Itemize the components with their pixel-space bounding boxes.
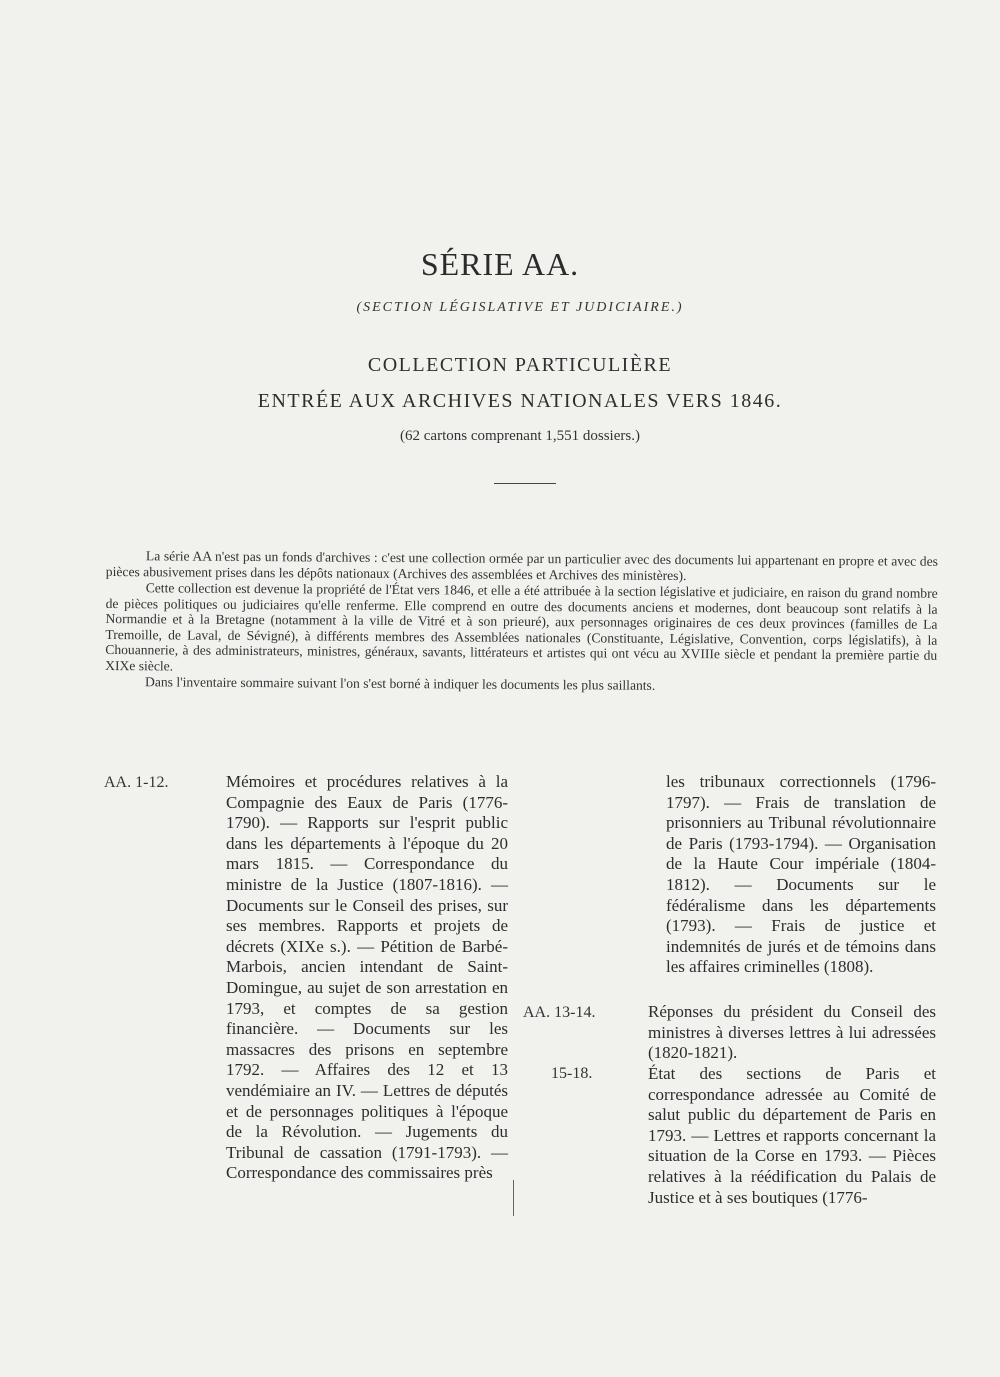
collection-heading-line2: ENTRÉE AUX ARCHIVES NATIONALES VERS 1846. <box>257 390 783 412</box>
entry-continuation-text <box>666 772 936 978</box>
column-divider <box>513 1180 514 1216</box>
intro-paragraph: Cette collection est devenue la propriété de l'État vers 1846, et elle a été attribuée à la section législative et judiciaire, en raison du grand nombre de pièces politiques ou judiciaires qu'elle renferme. Elle comprend en outre des documents anciens et modernes, dont beaucoup sont relatifs à la Normandie et à la Bretagne (notamment à la ville de Vitré et à son prieuré), aux personnages originaires de ces deux provinces (familles de La Tremoille, de Laval, de Sévigné), à différents membres des Assemblées nationales (Constituante, Législative, Convention, corps législatifs), à la Chouannerie, à des administrateurs, ministres, généraux, savants, littérateurs et artistes qui ont vécu au XVIIIe siècle et pendant la première partie du XIXe siècle. <box>105 580 938 673</box>
collection-heading-line1: COLLECTION PARTICULIÈRE <box>367 354 673 376</box>
carton-count: (62 cartons comprenant 1,551 dossiers.) <box>400 428 640 444</box>
entry-code: AA. 1-12. <box>104 774 169 791</box>
entry-text <box>648 1064 936 1208</box>
entry-text <box>226 772 508 1184</box>
section-subtitle: (SECTION LÉGISLATIVE ET JUDICIAIRE.) <box>356 300 684 315</box>
entry-text-content: Réponses du président du Conseil des ministres à diverses lettres à lui adressées (1820-1821). <box>648 1002 936 1063</box>
entry-code: AA. 13-14. <box>523 1004 596 1021</box>
show-through-text <box>120 118 940 119</box>
entry-text-content: Mémoires et procédures relatives à la Compagnie des Eaux de Paris (1776-1790). — Rapports sur l'esprit public dans les départements à l'époque du 20 mars 1815. — Correspondance du ministre de la Justice (1807-1816). — Documents sur le Conseil des prises, sur ses membres. Rapports et projets de décrets (XIXe s.). — Pétition de Barbé-Marbois, ancien intendant de Saint-Domingue, au sujet de son arrestation en 1793, et comptes de sa gestion financière. — Documents sur les massacres des prisons en septembre 1792. — Affaires des 12 et 13 vendémiaire an IV. — Lettres de députés et de personnages politiques à l'époque de la Révolution. — Jugements du Tribunal de cassation (1791-1793). — Correspondance des commissaires près <box>226 772 508 1183</box>
entry-text-content: État des sections de Paris et correspondance adressée au Comité de salut public du département de Paris en 1793. — Lettres et rapports concernant la situation de la Corse en 1793. — Pièces relatives à la réédification du Palais de Justice et à ses boutiques (1776- <box>648 1064 936 1207</box>
separator-rule <box>494 483 556 484</box>
intro-paragraph: La série AA n'est pas un fonds d'archives : c'est une collection ormée par un particulier avec des documents lui appartenant en propre et avec des pièces abusivement prises dans les dépôts nationaux (Archives des assemblées et Archives des ministères). <box>105 548 938 583</box>
page-title: SÉRIE AA. <box>420 246 580 282</box>
entry-code: 15-18. <box>551 1065 593 1082</box>
intro-paragraph: Dans l'inventaire sommaire suivant l'on s'est borné à indiquer les documents les plus saillants. <box>145 674 656 693</box>
introduction <box>105 548 938 696</box>
entry-text <box>648 1002 936 1064</box>
entry-text-content: les tribunaux correctionnels (1796-1797). — Frais de translation de prisonniers au Tribunal révolutionnaire de Paris (1793-1794). — Organisation de la Haute Cour impériale (1804-1812). — Documents sur le fédéralisme dans les départements (1793). — Frais de justice et indemnités de jurés et de témoins dans les affaires criminelles (1808). <box>666 772 936 977</box>
